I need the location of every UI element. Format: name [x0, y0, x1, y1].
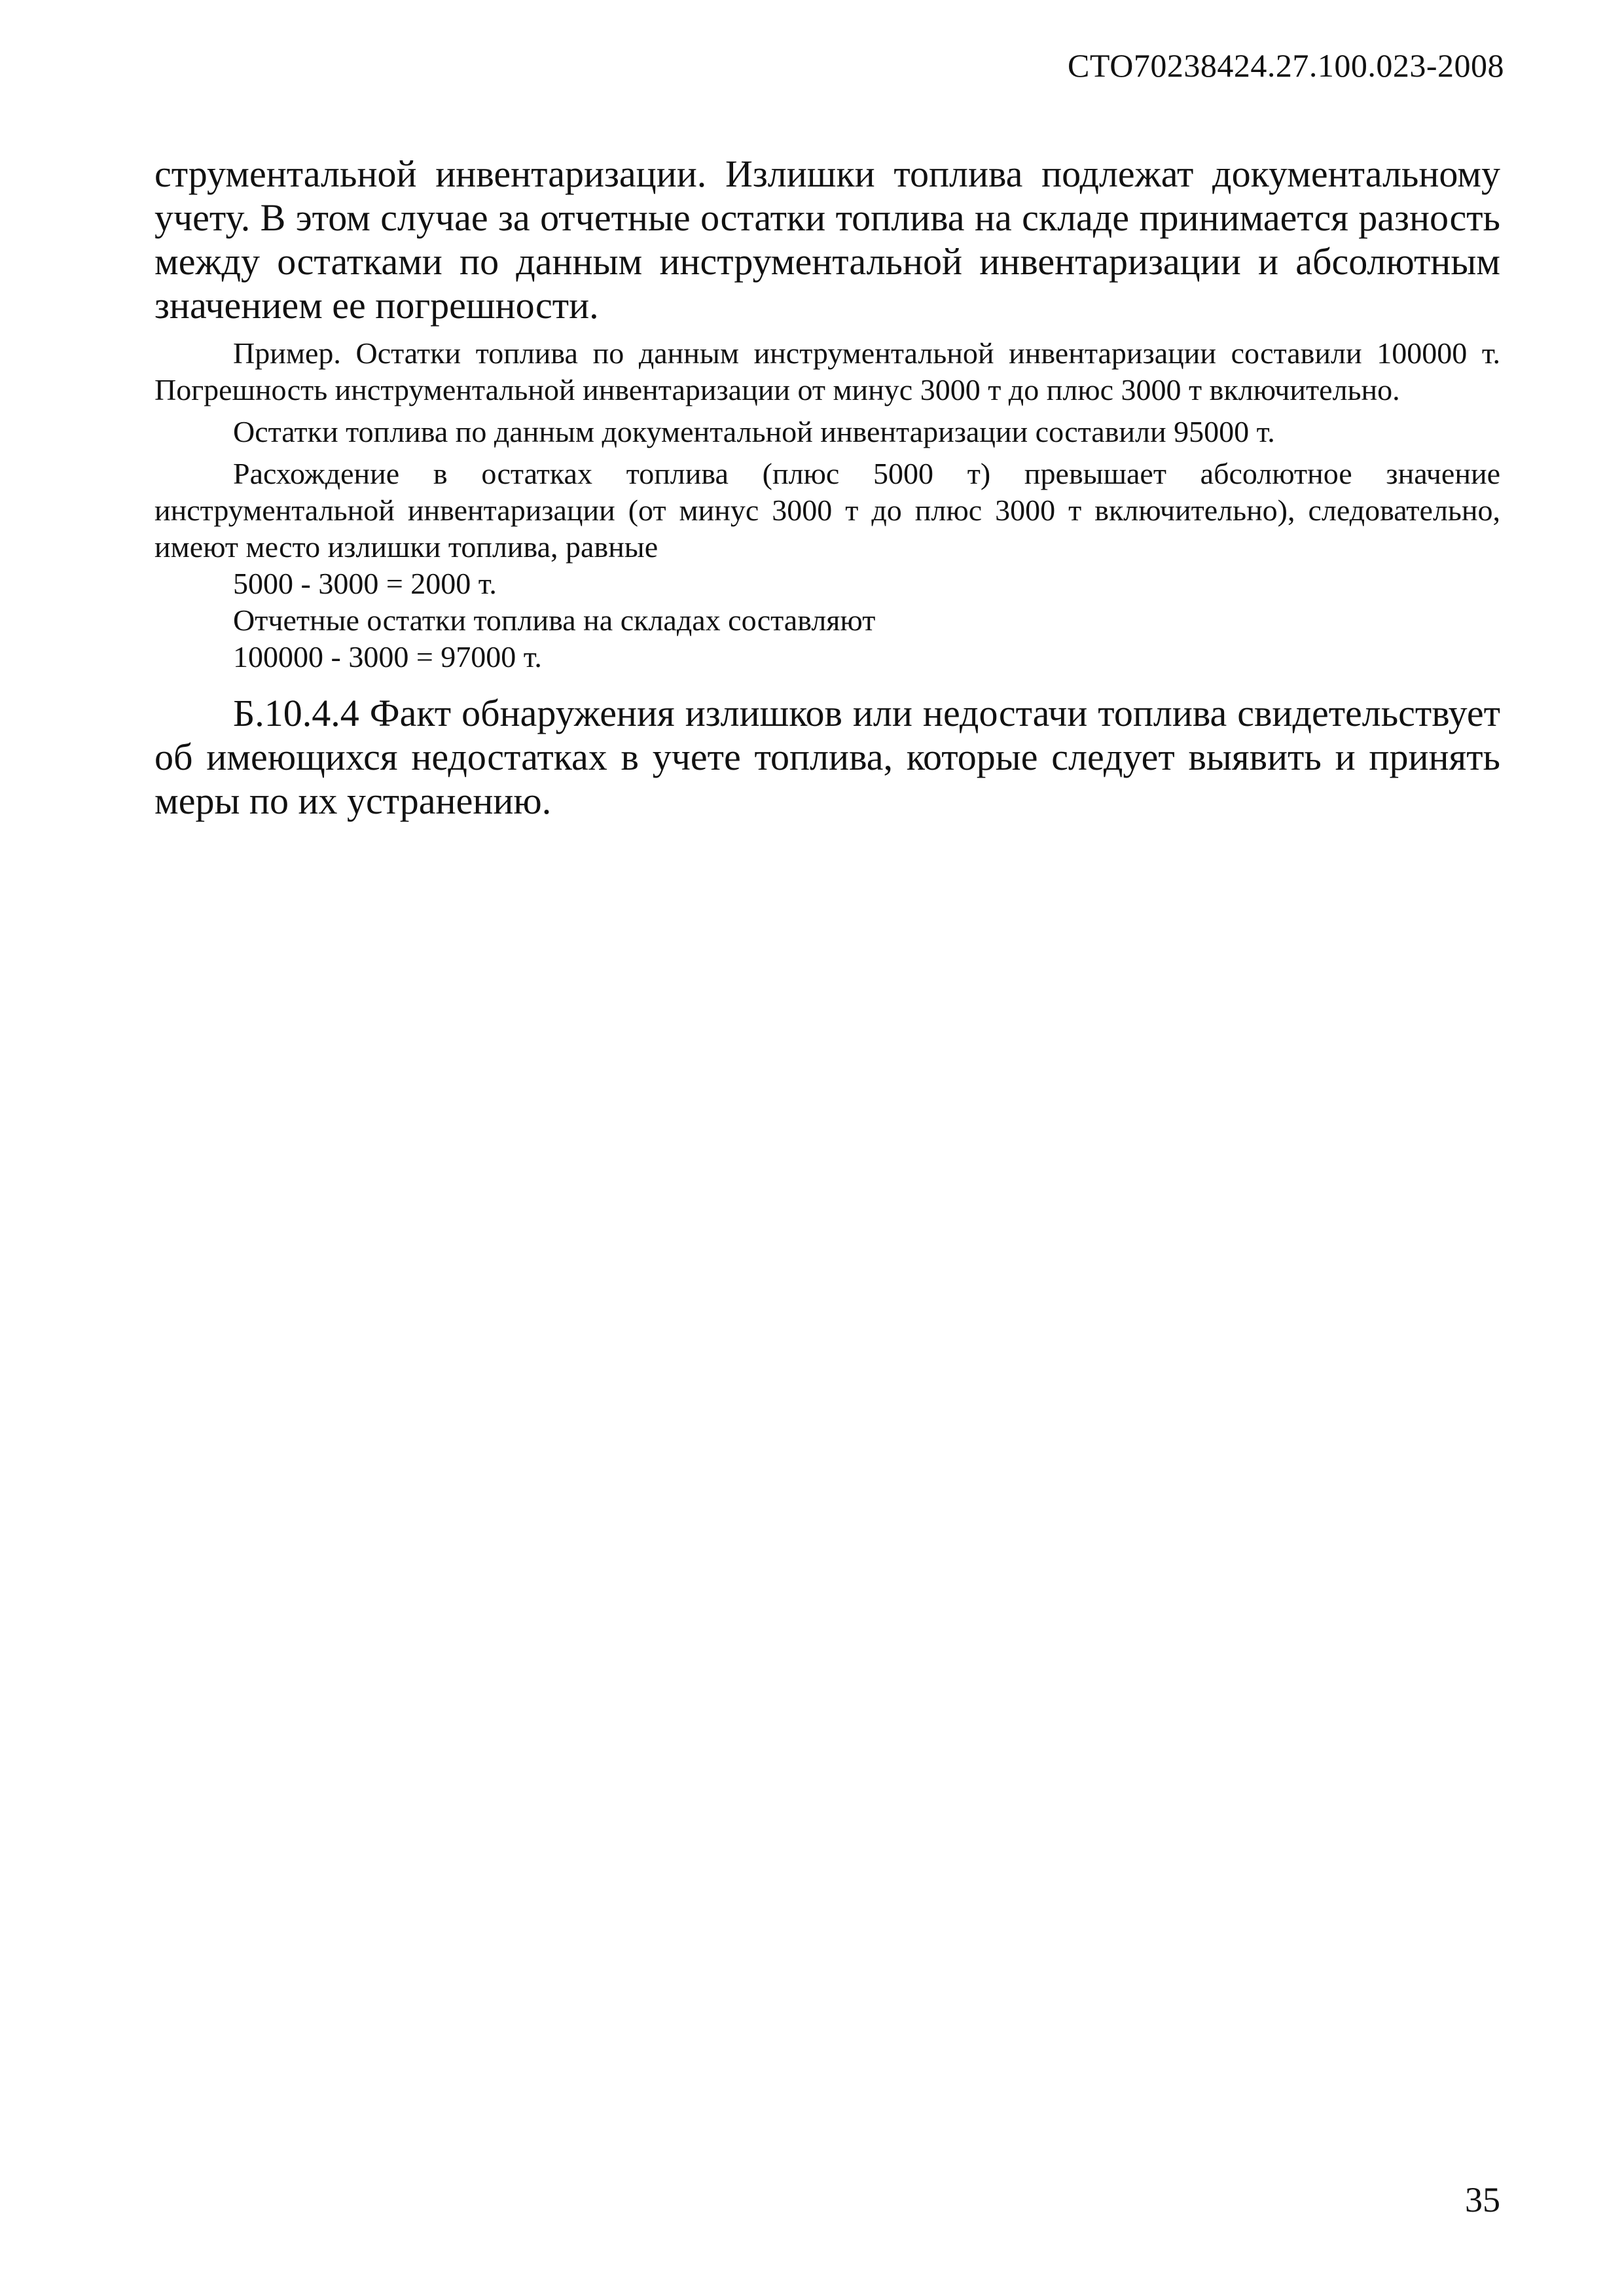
example-paragraph-1: Пример. Остатки топлива по данным инструментальной инвентаризации составили 100000 т. Погрешность инструментальной инвентаризации от минус 3000 т до плюс 3000 т включительно.: [154, 336, 1500, 406]
document-code: СТО70238424.27.100.023-2008: [1068, 47, 1504, 84]
example-block: [154, 335, 1500, 675]
page-number: 35: [1465, 2180, 1500, 2219]
example-paragraph-3: Расхождение в остатках топлива (плюс 5000 т) превышает абсолютное значение инструментальной инвентаризации (от минус 3000 т до плюс 3000 т включительно), следовательно, имеют место излишки топлива, равные: [154, 457, 1500, 564]
section-b-10-4-4-paragraph: Б.10.4.4 Факт обнаружения излишков или недостачи топлива свидетельствует об имеющихся недостатках в учете топлива, которые следует выявить и принять меры по их устранению.: [154, 692, 1500, 822]
example-paragraph-4: Отчетные остатки топлива на складах составляют: [233, 603, 876, 637]
continuation-paragraph: струментальной инвентаризации. Излишки топлива подлежат документальному учету. В этом случае за отчетные остатки топлива на складе принимается разность между остатками по данным инструментальной инвентаризации и абсолютным значением ее погрешности.: [154, 152, 1500, 327]
example-formula-2: 100000 - 3000 = 97000 т.: [233, 640, 542, 673]
example-formula-1: 5000 - 3000 = 2000 т.: [233, 567, 497, 600]
example-paragraph-2: Остатки топлива по данным документальной инвентаризации составили 95000 т.: [233, 415, 1275, 448]
page-body: [154, 152, 1500, 823]
